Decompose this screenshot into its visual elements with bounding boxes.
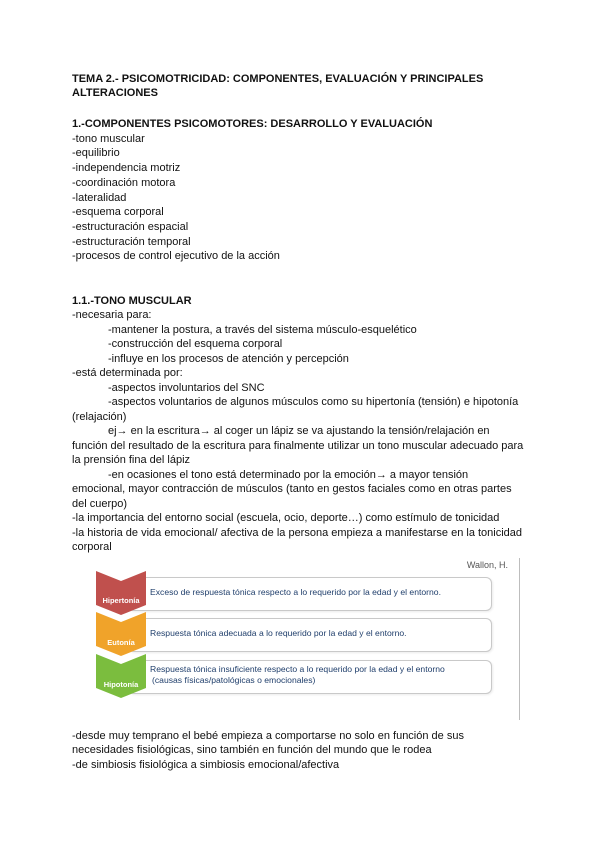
tonicity-diagram — [88, 558, 520, 720]
hipotonia-description-line-2: (causas físicas/patológicas o emocionales) — [152, 675, 316, 685]
eutonia-description-box — [128, 618, 492, 652]
hipotonia-description-line-1: Respuesta tónica insuficiente respecto a lo requerido por la edad y el entorno — [150, 664, 445, 674]
hipotonia-description-box — [128, 660, 492, 694]
list-item: -estructuración temporal — [72, 236, 191, 248]
text-line: necesidades fisiológicas, sino también en función del mundo que le rodea — [72, 744, 432, 756]
section-1-heading: 1.-COMPONENTES PSICOMOTORES: DESARROLLO Y EVALUACIÓN — [72, 118, 433, 130]
chevron-shape — [96, 571, 146, 615]
list-item: -lateralidad — [72, 192, 127, 204]
list-item: -estructuración espacial — [72, 221, 189, 233]
chevron-shape — [96, 654, 146, 698]
text-line: función del resultado de la escritura para finalmente utilizar un tono muscular adecuado para — [72, 440, 524, 452]
text-line: del cuerpo) — [72, 498, 128, 510]
list-item: -procesos de control ejecutivo de la acción — [72, 250, 280, 262]
text-line: -aspectos voluntarios de algunos músculos como su hipertonía (tensión) e hipotonía — [108, 396, 519, 408]
figure-border — [519, 558, 520, 720]
text-line: -necesaria para: — [72, 309, 152, 321]
chevron-shape — [96, 612, 146, 656]
text-line: la prensión fina del lápiz — [72, 454, 191, 466]
text-line: -construcción del esquema corporal — [108, 338, 283, 350]
text-line: corporal — [72, 541, 112, 553]
text-line: -aspectos involuntarios del SNC — [108, 382, 265, 394]
text-line: -está determinada por: — [72, 367, 183, 379]
eutonia-chevron — [96, 612, 146, 656]
hipertonia-chevron — [96, 571, 146, 615]
document-title-line-2: ALTERACIONES — [72, 87, 158, 99]
text-line: emocional, mayor contracción de músculos (tanto en gestos faciales como en otras partes — [72, 483, 512, 495]
figure-attribution: Wallon, H. — [466, 560, 508, 570]
eutonia-label: Eutonía — [107, 638, 135, 647]
hipertonia-description: Exceso de respuesta tónica respecto a lo requerido por la edad y el entorno. — [150, 587, 441, 597]
hipertonia-label: Hipertonía — [102, 596, 140, 605]
hipotonia-chevron — [96, 654, 146, 698]
text-line: -la historia de vida emocional/ afectiva de la persona empieza a manifestarse en la tonicidad — [72, 527, 523, 539]
list-item: -independencia motriz — [72, 162, 181, 174]
text-line: -en ocasiones el tono está determinado por la emoción→ a mayor tensión — [108, 469, 469, 481]
list-item: -tono muscular — [72, 133, 145, 145]
text-line: -mantener la postura, a través del sistema músculo-esquelético — [108, 324, 417, 336]
hipotonia-label: Hipotonía — [103, 680, 139, 689]
text-line: -influye en los procesos de atención y percepción — [108, 353, 349, 365]
text-line: -desde muy temprano el bebé empieza a comportarse no solo en función de sus — [72, 730, 464, 742]
document-title-line-1: TEMA 2.- PSICOMOTRICIDAD: COMPONENTES, EVALUACIÓN Y PRINCIPALES — [72, 73, 484, 85]
list-item: -coordinación motora — [72, 177, 176, 189]
text-line: (relajación) — [72, 411, 127, 423]
list-item: -equilibrio — [72, 147, 120, 159]
text-line: ej→ en la escritura→ al coger un lápiz se va ajustando la tensión/relajación en — [108, 425, 490, 437]
text-line: -de simbiosis fisiológica a simbiosis emocional/afectiva — [72, 759, 340, 771]
section-1-1-heading: 1.1.-TONO MUSCULAR — [72, 295, 192, 307]
eutonia-description: Respuesta tónica adecuada a lo requerido por la edad y el entorno. — [150, 628, 407, 638]
text-line: -la importancia del entorno social (escuela, ocio, deporte…) como estímulo de tonicidad — [72, 512, 500, 524]
list-item: -esquema corporal — [72, 206, 164, 218]
hipertonia-description-box — [128, 577, 492, 611]
